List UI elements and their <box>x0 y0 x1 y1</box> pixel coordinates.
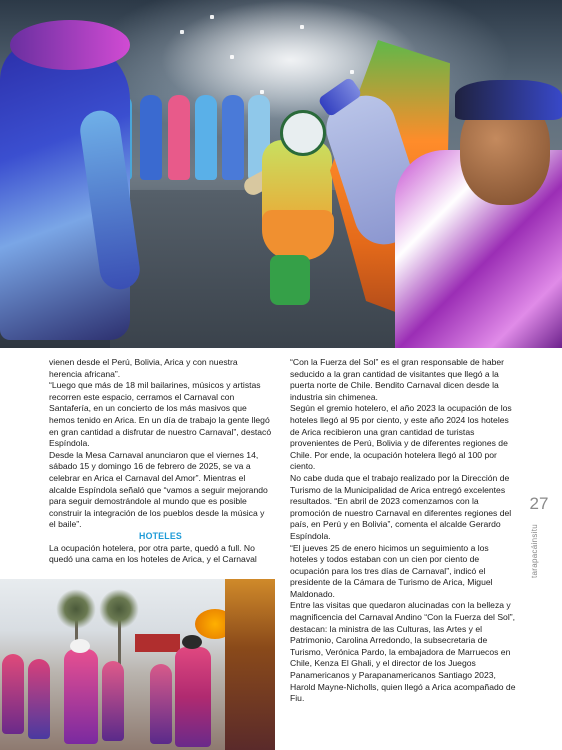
confetti <box>350 70 354 74</box>
spectator-crowd <box>225 579 275 750</box>
dancer-hat <box>182 635 202 649</box>
background-dancer <box>168 95 190 180</box>
paragraph: “El jueves 25 de enero hicimos un seguimiento a los hoteles y todos estaban con un cien por ciento de ocupación para los tres días de Carnaval”, indicó el presidente de la Cámara de Turismo de Arica, Miguel Maldonado. <box>290 542 493 599</box>
dancer-legs <box>270 255 310 305</box>
background-dancer <box>222 95 244 180</box>
dancer <box>64 649 98 744</box>
paragraph: “Luego que más de 18 mil bailarines, músicos y artistas recorren este espacio, cerramos el Carnaval con Santafería, en un concierto de los más masivos que hemos tenido en Arica. En un día de trabajo la gente llegó en gran cantidad a disfrutar de nuestro Carnaval”, destacó Espíndola. <box>49 380 272 449</box>
section-heading: HOTELES <box>139 530 182 541</box>
confetti <box>300 25 304 29</box>
carnival-photo-top <box>0 0 562 348</box>
paragraph: Desde la Mesa Carnaval anunciaron que el viernes 14, sábado 15 y domingo 16 de febrero de 2025, se va a celebrar en Arica el Carnaval del Amor”. Mientras el alcalde Espíndola señaló que “vamos a seguir mejorando para seguir demostrándole al mundo que es posible construir la integración de los pueblos desde la música y el baile”. <box>49 449 268 530</box>
carnival-photo-bottom <box>0 579 275 750</box>
paragraph: No cabe duda que el trabajo realizado por la Dirección de Turismo de la Municipalidad de Arica entregó excelentes resultados. “En abril de 2023 comenzamos con la promoción de nuestro Carnaval en diferentes regiones del país, en Perú y en Bolivia”, comenta el alcalde Gerardo Espíndola. <box>290 472 512 541</box>
dancer <box>28 659 50 739</box>
street-banner <box>135 634 180 652</box>
paragraph: “Con la Fuerza del Sol” es el gran responsable de haber seducido a la gran cantidad de visitantes que llegó a la puerta norte de Chile. Bendito Carnaval dicen desde la industria sin chimenea. <box>290 357 505 402</box>
confetti <box>180 30 184 34</box>
dancer-hat <box>70 639 90 653</box>
paragraph: Entre las visitas que quedaron alucinadas con la belleza y magnificencia del Carnaval Andino “Con la Fuerza del Sol”, destacan: la ministra de las Culturas, las Artes y el Patrimonio, Carolina Arredondo, la subsecretaria de Turismo, Verónica Pardo, la embajadora de Marruecos en Chile, Kenza El Ghali, y el director de los Juegos Panamericanos y Parapanamericanos Santiago 2023, Harold Mayne-Nicholls, quien llegó a Arica acompañado de Fiu. <box>290 600 516 704</box>
dancer <box>2 654 24 734</box>
magazine-name: tarapacáinsitu <box>530 523 539 578</box>
background-dancer <box>195 95 217 180</box>
dancer <box>175 647 211 747</box>
dancer <box>102 661 124 741</box>
confetti <box>230 55 234 59</box>
dancer-hat <box>10 20 130 70</box>
palm-tree <box>56 589 96 629</box>
paragraph: La ocupación hotelera, por otra parte, quedó a full. No quedó una cama en los hoteles de Arica, y el Carnaval <box>49 542 257 565</box>
article-column-right <box>290 357 518 705</box>
background-dancer <box>140 95 162 180</box>
confetti <box>210 15 214 19</box>
article-column-left <box>49 357 272 566</box>
dancer-mask <box>280 110 326 156</box>
dancer-skirt <box>262 210 334 260</box>
paragraph: vienen desde el Perú, Bolivia, Arica y con nuestra herencia africana”. <box>49 357 238 379</box>
paragraph: Según el gremio hotelero, el año 2023 la ocupación de los hoteles llegó al 95 por ciento, y este año 2024 los hoteles de Arica recibieron una gran cantidad de turistas provenientes de Perú, Bolivia y de diferentes regiones de Chile. Por ende, la ocupación hotelera llegó al 100 por ciento. <box>290 403 512 472</box>
dancer <box>150 664 172 744</box>
palm-tree <box>99 589 139 629</box>
man-hat <box>455 80 562 120</box>
page-number: 27 <box>529 494 549 513</box>
confetti <box>260 90 264 94</box>
